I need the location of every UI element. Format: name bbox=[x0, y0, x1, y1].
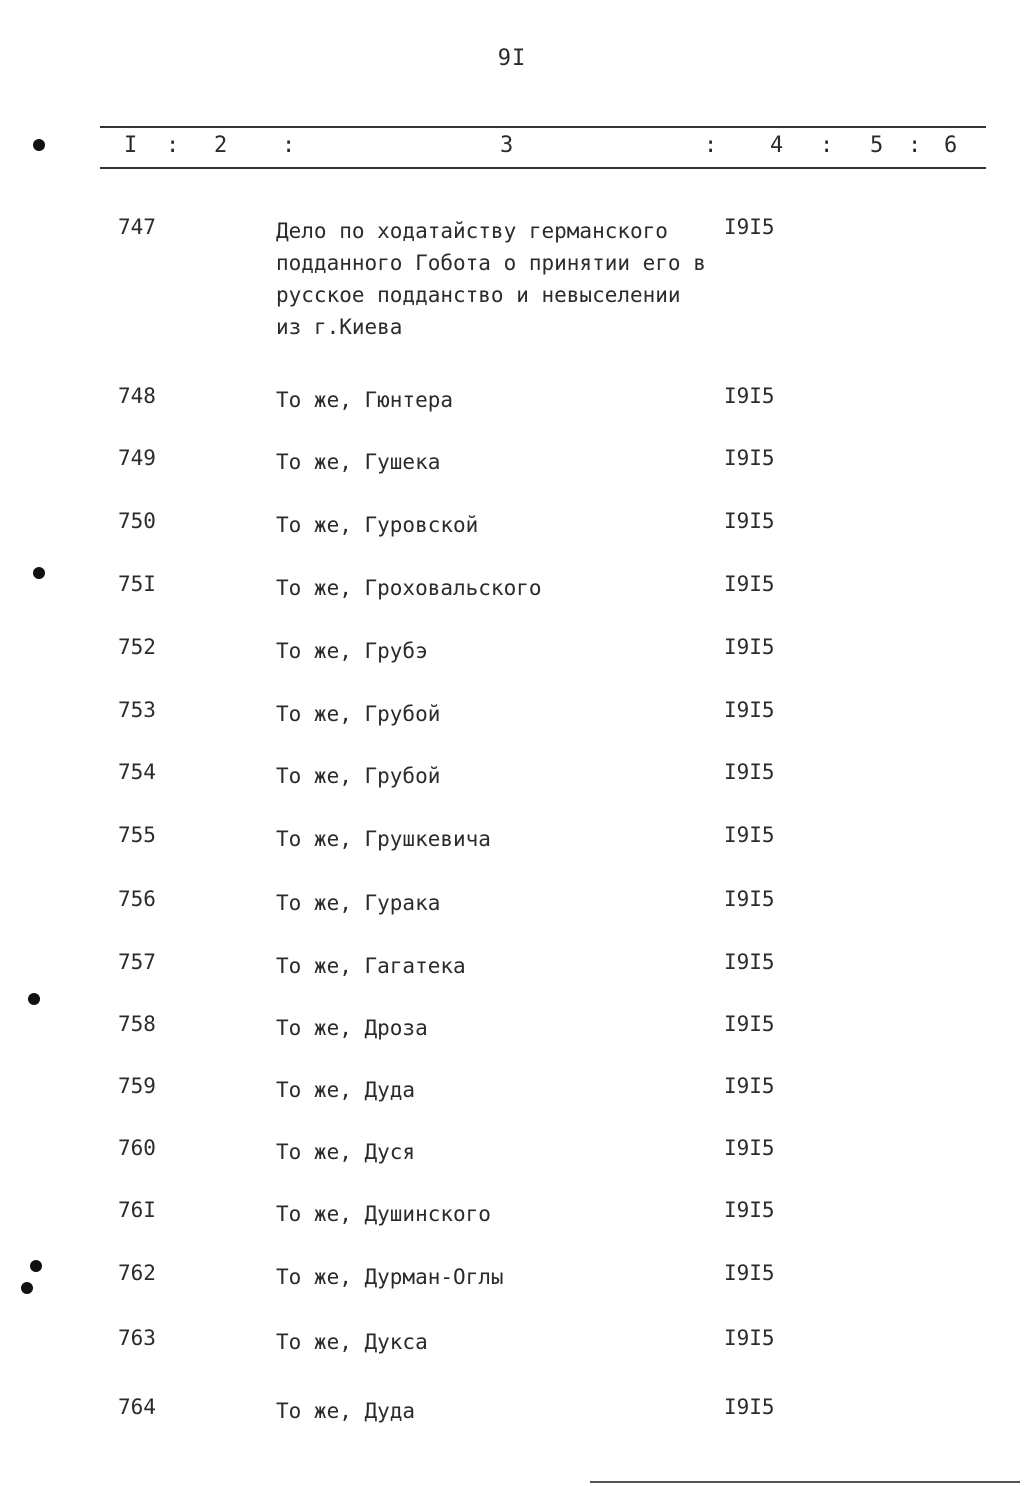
column-header-4: 4 bbox=[770, 133, 784, 158]
file-year: I9I5 bbox=[724, 1136, 775, 1160]
file-year: I9I5 bbox=[724, 215, 775, 239]
file-number: 759 bbox=[118, 1074, 156, 1098]
file-title: То же, Гроховальского bbox=[276, 576, 542, 600]
file-number: 755 bbox=[118, 823, 156, 847]
file-number: 753 bbox=[118, 698, 156, 722]
file-title: То же, Душинского bbox=[276, 1202, 491, 1226]
file-title: То же, Гушека bbox=[276, 450, 441, 474]
punch-hole bbox=[30, 1260, 42, 1272]
file-year: I9I5 bbox=[724, 572, 775, 596]
column-separator: : bbox=[908, 133, 922, 158]
file-year: I9I5 bbox=[724, 1261, 775, 1285]
file-number: 76I bbox=[118, 1198, 156, 1222]
file-number: 747 bbox=[118, 215, 156, 239]
punch-hole bbox=[33, 567, 45, 579]
header-bottom-rule bbox=[100, 167, 986, 169]
file-year: I9I5 bbox=[724, 760, 775, 784]
file-number: 750 bbox=[118, 509, 156, 533]
column-header-6: 6 bbox=[944, 133, 958, 158]
file-number: 760 bbox=[118, 1136, 156, 1160]
file-number: 754 bbox=[118, 760, 156, 784]
file-number: 762 bbox=[118, 1261, 156, 1285]
file-title: То же, Дуда bbox=[276, 1399, 416, 1423]
file-year: I9I5 bbox=[724, 446, 775, 470]
file-year: I9I5 bbox=[724, 1326, 775, 1350]
file-title: То же, Дроза bbox=[276, 1016, 428, 1040]
column-header-2: 2 bbox=[214, 133, 228, 158]
file-title: То же, Дуда bbox=[276, 1078, 416, 1102]
file-title: То же, Гюнтера bbox=[276, 388, 454, 412]
column-separator: : bbox=[704, 133, 718, 158]
file-year: I9I5 bbox=[724, 950, 775, 974]
file-title: То же, Грушкевича bbox=[276, 827, 491, 851]
file-year: I9I5 bbox=[724, 1395, 775, 1419]
file-title: То же, Дукса bbox=[276, 1330, 428, 1354]
file-title: То же, Гурака bbox=[276, 891, 441, 915]
file-number: 758 bbox=[118, 1012, 156, 1036]
file-year: I9I5 bbox=[724, 635, 775, 659]
file-title: Дело по ходатайству германского подданного Гобота о принятии его в русское подданство и невыселении из г.Киева bbox=[276, 219, 706, 339]
column-header-1: I bbox=[124, 133, 138, 158]
file-title: То же, Гуровской bbox=[276, 513, 479, 537]
file-number: 763 bbox=[118, 1326, 156, 1350]
file-title: То же, Грубой bbox=[276, 764, 441, 788]
punch-hole bbox=[33, 139, 45, 151]
file-year: I9I5 bbox=[724, 823, 775, 847]
punch-hole bbox=[21, 1282, 33, 1294]
file-number: 752 bbox=[118, 635, 156, 659]
column-separator: : bbox=[282, 133, 296, 158]
file-title: То же, Грубэ bbox=[276, 639, 428, 663]
file-number: 75I bbox=[118, 572, 156, 596]
file-year: I9I5 bbox=[724, 1012, 775, 1036]
column-header-5: 5 bbox=[870, 133, 884, 158]
file-year: I9I5 bbox=[724, 384, 775, 408]
page-number: 9I bbox=[497, 46, 527, 71]
file-number: 749 bbox=[118, 446, 156, 470]
column-header-3: 3 bbox=[500, 133, 514, 158]
file-title: То же, Гагатека bbox=[276, 954, 466, 978]
header-top-rule bbox=[100, 126, 986, 128]
file-year: I9I5 bbox=[724, 1074, 775, 1098]
column-separator: : bbox=[820, 133, 834, 158]
file-number: 757 bbox=[118, 950, 156, 974]
file-title: То же, Дурман-Оглы bbox=[276, 1265, 504, 1289]
file-year: I9I5 bbox=[724, 509, 775, 533]
file-number: 748 bbox=[118, 384, 156, 408]
file-number: 764 bbox=[118, 1395, 156, 1419]
file-year: I9I5 bbox=[724, 1198, 775, 1222]
file-year: I9I5 bbox=[724, 698, 775, 722]
footer-rule bbox=[590, 1481, 1020, 1483]
file-year: I9I5 bbox=[724, 887, 775, 911]
column-separator: : bbox=[166, 133, 180, 158]
punch-hole bbox=[28, 993, 40, 1005]
file-number: 756 bbox=[118, 887, 156, 911]
file-title: То же, Дуся bbox=[276, 1140, 416, 1164]
file-title: То же, Грубой bbox=[276, 702, 441, 726]
